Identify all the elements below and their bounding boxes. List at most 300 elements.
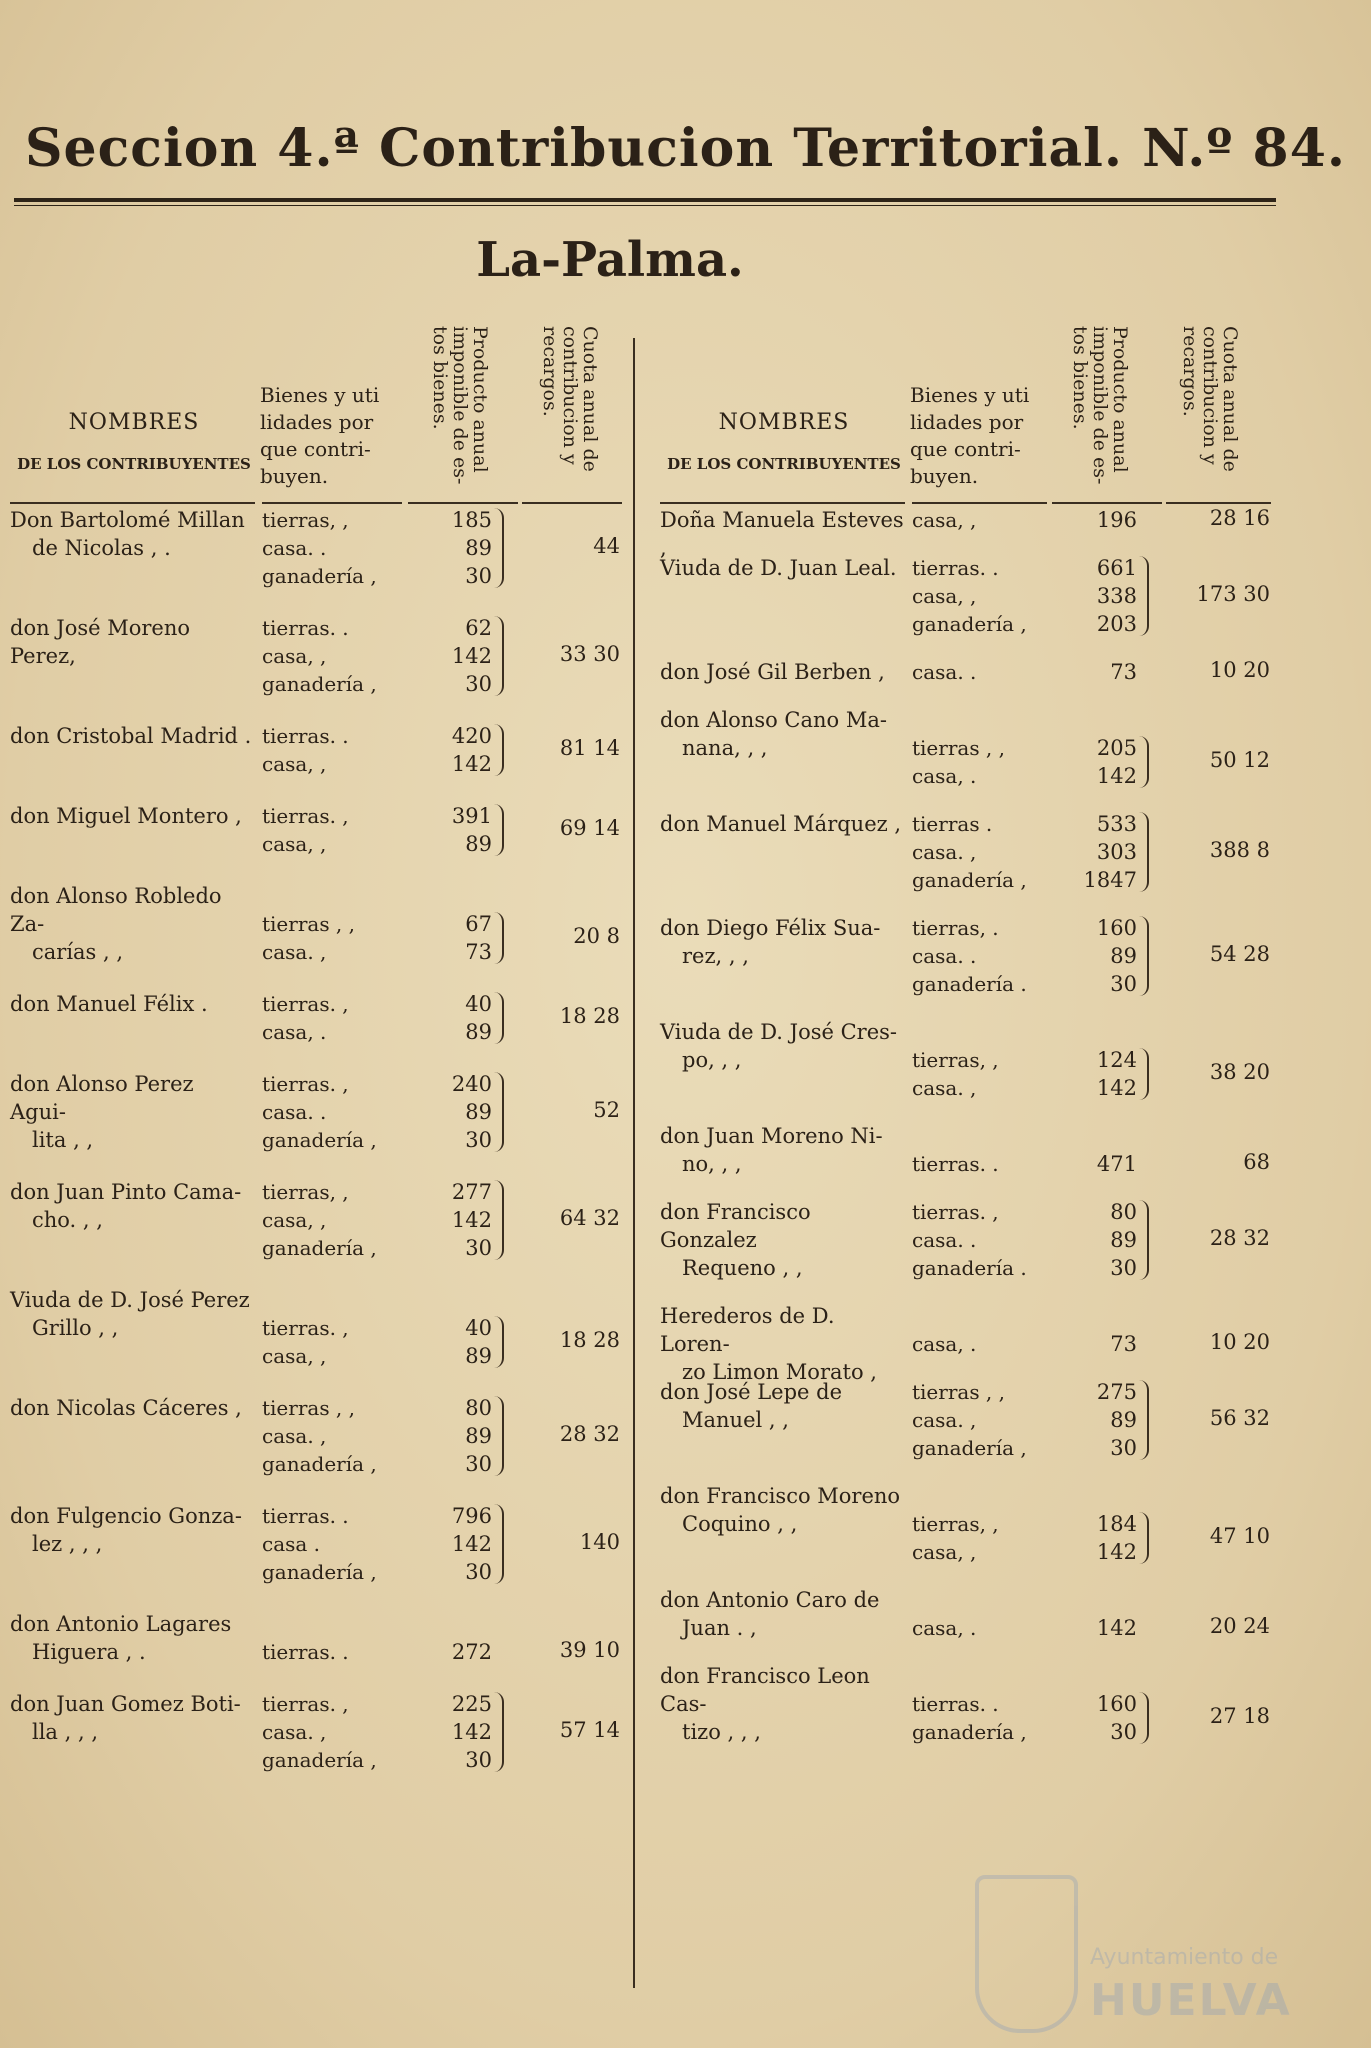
brace-mark (494, 508, 504, 588)
producto-value: 89 (465, 1344, 492, 1368)
bien-item: tierras. , (262, 1692, 349, 1716)
watermark-line2: HUELVA (1090, 1975, 1292, 2026)
bien-item: tierras. . (912, 1152, 999, 1176)
cuota-value: 18 28 (559, 1004, 620, 1028)
cuota-value: 47 10 (1209, 1524, 1270, 1548)
producto-value: 30 (465, 1560, 492, 1584)
bien-item: tierras, , (912, 1512, 999, 1536)
contributor-name (10, 802, 255, 830)
bien-item: casa, . (912, 1616, 977, 1640)
bien-item: tierras. . (262, 724, 349, 748)
producto-values (410, 1502, 492, 1586)
producto-value: 40 (465, 1316, 492, 1340)
contributor-name-line: don Miguel Montero , (10, 804, 242, 828)
header-underline (912, 502, 1047, 504)
contributor-name-line: don Antonio Caro de (660, 1588, 880, 1612)
producto-value: 420 (451, 724, 492, 748)
contributor-name-line: Viuda de D. José Perez (10, 1288, 250, 1312)
producto-values (1055, 810, 1137, 894)
cuota-value: 57 14 (559, 1718, 620, 1742)
bien-item: tierras , , (912, 1380, 1006, 1404)
bien-item: tierras. , (262, 1316, 349, 1340)
producto-values (1055, 1614, 1137, 1642)
contributor-name (10, 882, 255, 966)
bienes-list (912, 1510, 999, 1566)
brace-mark (494, 616, 504, 696)
header-underline (522, 502, 622, 504)
contributor-name-line: Higuera , . (32, 1640, 146, 1664)
producto-value: 30 (465, 1128, 492, 1152)
names-header-subtitle: DE LOS CONTRIBUYENTES (17, 455, 251, 473)
bienes-list (912, 506, 976, 534)
bien-item: tierras , , (262, 1396, 356, 1420)
bien-item: tierras. . (912, 1692, 999, 1716)
bienes-list (912, 810, 1027, 894)
producto-value: 30 (465, 564, 492, 588)
bien-item: ganadería , (912, 612, 1027, 636)
contributor-name (660, 914, 905, 970)
brace-mark (494, 1316, 504, 1368)
contributor-name-line: don Nicolas Cáceres , (10, 1396, 242, 1420)
brace-mark (1139, 1048, 1149, 1100)
contributor-name (660, 1378, 905, 1434)
bien-item: ganadería , (262, 1452, 377, 1476)
bienes-list (262, 990, 349, 1046)
bien-item: casa. , (262, 940, 327, 964)
bien-item: casa, , (262, 752, 327, 776)
brace-mark (494, 1692, 504, 1772)
producto-value: 796 (451, 1504, 492, 1528)
producto-value: 160 (1096, 1692, 1137, 1716)
producto-header: Producto anual imponible de es- tos bienes. (1069, 326, 1131, 485)
bien-item: ganadería , (912, 868, 1027, 892)
contributor-name (660, 1586, 905, 1642)
contributor-name (10, 1610, 255, 1666)
bienes-list (912, 1046, 999, 1102)
producto-value: 142 (451, 1720, 492, 1744)
bien-item: tierras. . (262, 616, 349, 640)
producto-value: 225 (451, 1692, 492, 1716)
producto-value: 338 (1096, 584, 1137, 608)
bien-item: tierras. , (262, 992, 349, 1016)
bien-item: casa, , (262, 644, 327, 668)
producto-value: 533 (1096, 812, 1137, 836)
bienes-list (262, 614, 377, 698)
producto-value: 277 (451, 1180, 492, 1204)
bien-item: casa, , (262, 1344, 327, 1368)
brace-mark (494, 804, 504, 856)
bien-item: casa. , (912, 1076, 977, 1100)
cuota-header: Cuota anual de contribucion y recargos. (539, 326, 601, 472)
bien-item: ganadería , (912, 1720, 1027, 1744)
cuota-value: 52 (593, 1098, 620, 1122)
bien-item: tierras , , (912, 736, 1006, 760)
producto-value: 185 (451, 508, 492, 532)
producto-value: 196 (1096, 508, 1137, 532)
bienes-list (262, 1178, 377, 1262)
cuota-value: 20 24 (1209, 1614, 1270, 1638)
contributor-name-line: don Antonio Lagares (10, 1612, 232, 1636)
bienes-list (912, 914, 1027, 998)
bienes-list (262, 1394, 377, 1478)
contributor-name-line: no, , , (682, 1152, 742, 1176)
cuota-value: 54 28 (1209, 942, 1270, 966)
contributor-name-line: don Juan Gomez Boti- (10, 1692, 241, 1716)
names-header-subtitle: DE LOS CONTRIBUYENTES (667, 455, 901, 473)
cuota-value: 10 20 (1209, 658, 1270, 682)
producto-values (1055, 1150, 1137, 1178)
bien-item: casa, , (912, 508, 977, 532)
bienes-header: Bienes y uti lidades por que contri- buyen. (260, 383, 380, 488)
contributor-name (660, 554, 905, 582)
bien-item: casa. . (262, 536, 327, 560)
brace-mark (1139, 812, 1149, 892)
producto-value: 73 (465, 940, 492, 964)
contributor-name-line: tizo , , , (682, 1720, 761, 1744)
cuota-value: 28 32 (559, 1422, 620, 1446)
bienes-list (262, 1314, 349, 1370)
producto-value: 142 (1096, 1540, 1137, 1564)
bien-item: tierras. , (912, 1200, 999, 1224)
title-rule-thin (14, 205, 1276, 206)
contributor-name-line: don Manuel Márquez , (660, 812, 902, 836)
bienes-list (262, 722, 349, 778)
bienes-list (912, 1378, 1027, 1462)
bienes-list (912, 658, 976, 686)
producto-value: 30 (1110, 972, 1137, 996)
bienes-list (262, 910, 355, 966)
producto-value: 89 (1110, 1228, 1137, 1252)
brace-mark (494, 992, 504, 1044)
bien-item: ganadería . (912, 1256, 1027, 1280)
brace-mark (1139, 556, 1149, 636)
header-underline (10, 502, 255, 504)
brace-mark (1139, 1200, 1149, 1280)
contributor-name (660, 706, 905, 762)
producto-values (1055, 658, 1137, 686)
bien-item: ganadería , (262, 1128, 377, 1152)
producto-values (410, 614, 492, 698)
contributor-name-line: don Francisco Gonzalez (660, 1200, 811, 1252)
right-rows (660, 506, 1285, 1766)
producto-value: 272 (451, 1640, 492, 1664)
cuota-value: 39 10 (559, 1638, 620, 1662)
producto-values (1055, 554, 1137, 638)
contributor-name (10, 1502, 255, 1558)
contributor-name-line: Juan . , (682, 1616, 757, 1640)
producto-values (1055, 734, 1137, 790)
contributor-name-line: don Francisco Leon Cas- (660, 1664, 870, 1716)
brace-mark (1139, 736, 1149, 788)
contributor-name-line: don Fulgencio Gonza- (10, 1504, 242, 1528)
contributor-name (660, 1302, 905, 1386)
contributor-name-line: don Diego Félix Sua- (660, 916, 881, 940)
producto-value: 89 (465, 1100, 492, 1124)
producto-value: 205 (1096, 736, 1137, 760)
bien-item: ganadería , (262, 1748, 377, 1772)
contributor-name-line: Requeno , , (682, 1256, 803, 1280)
watermark-line1: Ayuntamiento de (1090, 1945, 1279, 1970)
contributor-name-line: don Juan Moreno Ni- (660, 1124, 883, 1148)
bien-item: ganadería , (912, 1436, 1027, 1460)
contributor-name-line: carías , , (32, 940, 124, 964)
producto-value: 30 (1110, 1436, 1137, 1460)
producto-value: 89 (1110, 944, 1137, 968)
brace-mark (494, 1396, 504, 1476)
cuota-value: 28 32 (1209, 1226, 1270, 1250)
producto-values (1055, 1046, 1137, 1102)
contributor-name (660, 1482, 905, 1538)
contributor-name (660, 1662, 905, 1746)
producto-values (410, 990, 492, 1046)
contributor-name-line: don Alonso Perez Agui- (10, 1072, 194, 1124)
producto-value: 30 (465, 1748, 492, 1772)
contributor-name-line: Grillo , , (32, 1316, 119, 1340)
producto-values (410, 910, 492, 966)
right-column (660, 320, 1285, 1766)
contributor-name-line: don José Gil Berben , (660, 660, 885, 684)
cuota-value: 69 14 (559, 816, 620, 840)
bien-item: casa, . (912, 764, 977, 788)
contributor-name-line: po, , , (682, 1048, 742, 1072)
bien-item: ganadería . (912, 972, 1027, 996)
bien-item: casa, , (262, 1208, 327, 1232)
bienes-list (912, 1330, 976, 1358)
producto-value: 89 (465, 832, 492, 856)
header-underline (262, 502, 402, 504)
producto-values (410, 722, 492, 778)
producto-value: 89 (465, 536, 492, 560)
contributor-name (10, 1690, 255, 1746)
bien-item: ganadería , (262, 1560, 377, 1584)
contributor-name-line: lez , , , (32, 1532, 103, 1556)
contributor-name-line: lita , , (32, 1128, 94, 1152)
names-header (660, 410, 908, 473)
contributor-name-line: Herederos de D. Loren- (660, 1304, 835, 1356)
producto-value: 142 (451, 644, 492, 668)
producto-values (410, 1638, 492, 1666)
contributor-name-line: Don Bartolomé Millan (10, 508, 245, 532)
bien-item: casa. , (912, 840, 977, 864)
names-header (10, 410, 258, 473)
bienes-list (912, 1198, 1027, 1282)
cuota-value: 28 16 (1209, 506, 1270, 530)
producto-value: 240 (451, 1072, 492, 1096)
bien-item: casa. , (262, 1424, 327, 1448)
section-title: Seccion 4.ª Contribucion Territorial. N.º 84. (25, 118, 1346, 179)
producto-value: 89 (1110, 1408, 1137, 1432)
producto-value: 124 (1096, 1048, 1137, 1072)
cuota-value: 33 30 (559, 642, 620, 666)
producto-values (1055, 1510, 1137, 1566)
bien-item: casa, . (912, 1332, 977, 1356)
contributor-name-line: cho. , , (32, 1208, 103, 1232)
shield-icon (975, 1875, 1078, 2033)
brace-mark (1139, 916, 1149, 996)
contributor-name (10, 1178, 255, 1234)
contributor-name-line: don José Lepe de (660, 1380, 843, 1404)
contributor-name-line: don Francisco Moreno (660, 1484, 901, 1508)
header-underline (1166, 502, 1271, 504)
names-header-title: NOMBRES (718, 410, 850, 435)
left-column-header (10, 320, 650, 506)
right-column-header (660, 320, 1285, 506)
producto-value: 203 (1096, 612, 1137, 636)
contributor-name-line: Doña Manuela Esteves , (660, 508, 904, 560)
bien-item: casa . (262, 1532, 321, 1556)
contributor-name-line: Viuda de D. Juan Leal. (660, 556, 897, 580)
bien-item: tierras, , (912, 1048, 999, 1072)
producto-value: 89 (465, 1424, 492, 1448)
bien-item: casa. , (262, 1720, 327, 1744)
contributor-name (10, 506, 255, 562)
cuota-value: 18 28 (559, 1328, 620, 1352)
cuota-value: 56 32 (1209, 1406, 1270, 1430)
producto-value: 80 (465, 1396, 492, 1420)
bienes-list (912, 734, 1005, 790)
bien-item: casa. . (912, 660, 977, 684)
bienes-list (912, 1614, 976, 1642)
contributor-name-line: Manuel , , (682, 1408, 789, 1432)
producto-value: 67 (465, 912, 492, 936)
contributor-name (10, 722, 255, 750)
bien-item: ganadería , (262, 672, 377, 696)
bienes-list (912, 1150, 999, 1178)
producto-value: 30 (465, 672, 492, 696)
producto-values (1055, 506, 1137, 534)
producto-value: 184 (1096, 1512, 1137, 1536)
bienes-list (912, 1690, 1027, 1746)
contributor-name-line: don Juan Pinto Cama- (10, 1180, 242, 1204)
producto-value: 275 (1096, 1380, 1137, 1404)
contributor-name-line: Coquino , , (682, 1512, 798, 1536)
contributor-name (660, 810, 905, 838)
cuota-value: 140 (579, 1530, 620, 1554)
contributor-name (10, 990, 255, 1018)
producto-value: 160 (1096, 916, 1137, 940)
cuota-value: 388 8 (1209, 838, 1270, 862)
cuota-value: 68 (1243, 1150, 1270, 1174)
bienes-list (262, 1638, 349, 1666)
contributor-name-line: don José Moreno Perez, (10, 616, 191, 668)
bien-item: tierras. , (262, 804, 349, 828)
contributor-name (10, 1394, 255, 1422)
contributor-name-line: Viuda de D. José Cres- (660, 1020, 898, 1044)
bien-item: casa. . (262, 1100, 327, 1124)
producto-value: 471 (1096, 1152, 1137, 1176)
header-underline (660, 502, 905, 504)
brace-mark (1139, 1692, 1149, 1744)
producto-value: 142 (451, 752, 492, 776)
bien-item: tierras, . (912, 916, 999, 940)
contributor-name-line: zo Limon Morato , (682, 1360, 877, 1384)
bien-item: casa. . (912, 1228, 977, 1252)
names-header-title: NOMBRES (68, 410, 200, 435)
contributor-name (660, 1198, 905, 1282)
cuota-value: 81 14 (559, 736, 620, 760)
bien-item: ganadería , (262, 564, 377, 588)
producto-values (1055, 1330, 1137, 1358)
brace-mark (494, 724, 504, 776)
bien-item: casa, , (262, 832, 327, 856)
bien-item: tierras, , (262, 1180, 349, 1204)
header-underline (408, 502, 518, 504)
producto-value: 80 (1110, 1200, 1137, 1224)
producto-value: 303 (1096, 840, 1137, 864)
bien-item: tierras. . (912, 556, 999, 580)
cuota-value: 20 8 (573, 924, 620, 948)
cuota-value: 10 20 (1209, 1330, 1270, 1354)
producto-values (410, 1314, 492, 1370)
producto-value: 391 (451, 804, 492, 828)
producto-values (410, 1178, 492, 1262)
header-underline (1052, 502, 1162, 504)
left-rows (10, 506, 650, 1798)
producto-value: 30 (465, 1236, 492, 1260)
producto-value: 40 (465, 992, 492, 1016)
producto-value: 661 (1096, 556, 1137, 580)
contributor-name (660, 658, 905, 686)
producto-header: Producto anual imponible de es- tos bienes. (429, 326, 491, 485)
producto-value: 142 (1096, 1076, 1137, 1100)
brace-mark (494, 1072, 504, 1152)
producto-value: 30 (1110, 1720, 1137, 1744)
producto-value: 73 (1110, 660, 1137, 684)
producto-values (410, 1394, 492, 1478)
contributor-name-line: don Cristobal Madrid . (10, 724, 252, 748)
producto-values (410, 506, 492, 590)
producto-values (410, 1690, 492, 1774)
producto-values (1055, 1198, 1137, 1282)
producto-value: 62 (465, 616, 492, 640)
contributor-name-line: don Alonso Cano Ma- (660, 708, 887, 732)
producto-values (410, 1070, 492, 1154)
bien-item: casa. . (912, 944, 977, 968)
bien-item: casa, . (262, 1020, 327, 1044)
bienes-list (262, 1690, 377, 1774)
producto-value: 1847 (1083, 868, 1137, 892)
bien-item: tierras. , (262, 1072, 349, 1096)
contributor-name-line: don Alonso Robledo Za- (10, 884, 222, 936)
cuota-value: 173 30 (1196, 582, 1270, 606)
producto-value: 142 (1096, 1616, 1137, 1640)
cuota-value: 44 (593, 534, 620, 558)
bienes-list (262, 1070, 377, 1154)
contributor-name-line: de Nicolas , . (32, 536, 171, 560)
bien-item: casa, , (912, 584, 977, 608)
contributor-name-line: don Manuel Félix . (10, 992, 208, 1016)
left-column (10, 320, 650, 1798)
brace-mark (1139, 1380, 1149, 1460)
bien-item: tierras. . (262, 1640, 349, 1664)
producto-values (1055, 1690, 1137, 1746)
bien-item: tierras , , (262, 912, 356, 936)
contributor-name-line: lla , , , (32, 1720, 99, 1744)
bien-item: tierras . (912, 812, 993, 836)
bien-item: tierras, , (262, 508, 349, 532)
bien-item: tierras. . (262, 1504, 349, 1528)
contributor-name (10, 1070, 255, 1154)
producto-values (410, 802, 492, 858)
cuota-value: 50 12 (1209, 748, 1270, 772)
bienes-list (262, 506, 377, 590)
producto-value: 142 (451, 1208, 492, 1232)
title-rule (14, 198, 1276, 202)
bienes-header: Bienes y uti lidades por que contri- buyen. (910, 383, 1030, 488)
producto-values (1055, 1378, 1137, 1462)
cuota-value: 38 20 (1209, 1060, 1270, 1084)
bien-item: casa, , (912, 1540, 977, 1564)
